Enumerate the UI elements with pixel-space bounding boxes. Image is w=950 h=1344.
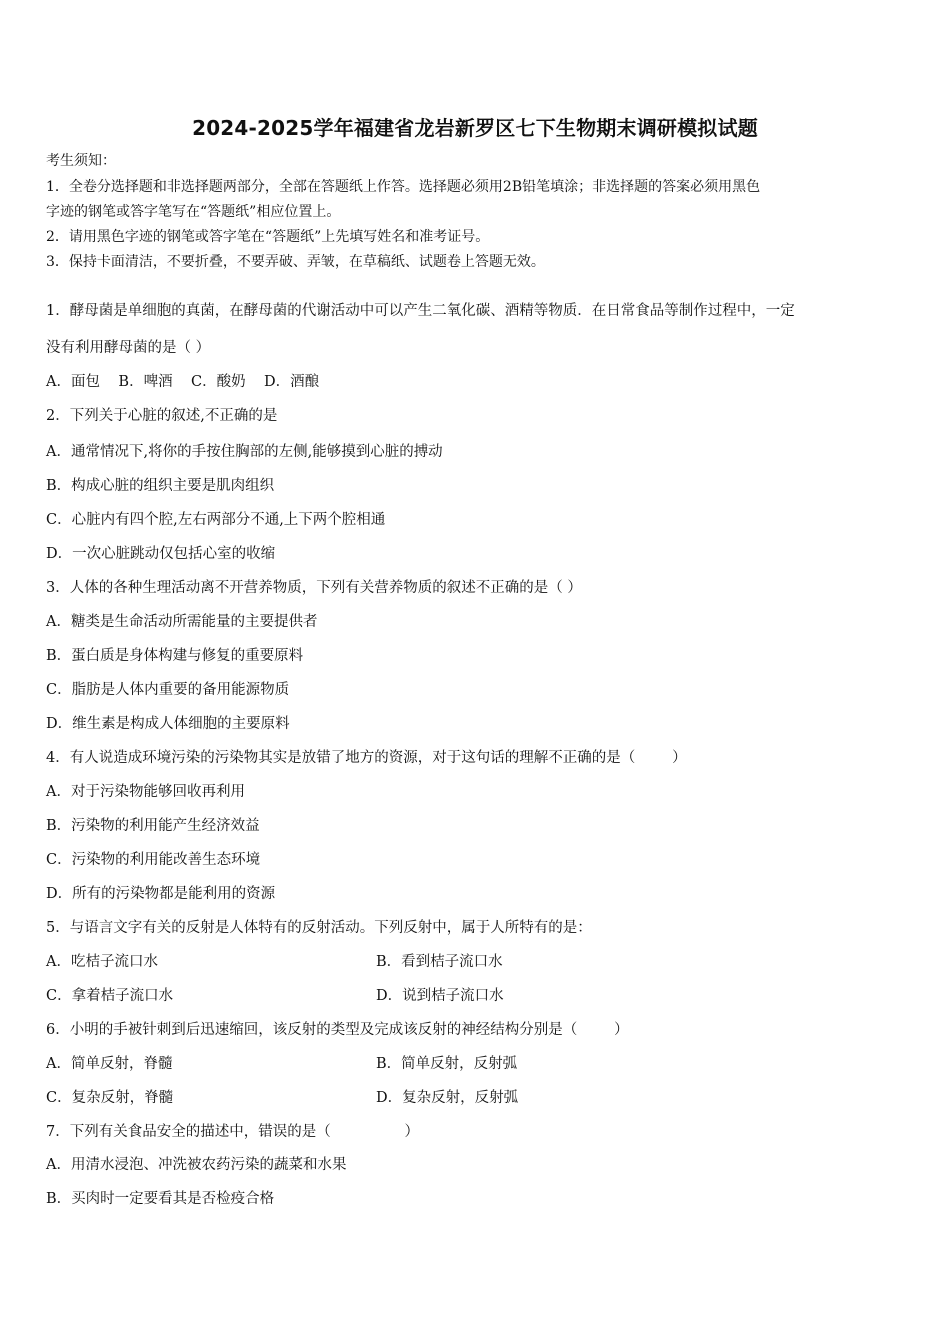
- question-stem: 5．与语言文字有关的反射是人体特有的反射活动。下列反射中，属于人所特有的是：: [46, 920, 592, 936]
- answer-option: C．拿着桔子流口水: [46, 988, 174, 1004]
- page-title: 2024-2025学年福建省龙岩新罗区七下生物期末调研模拟试题: [192, 116, 758, 140]
- answer-option: A．通常情况下,将你的手按住胸部的左侧,能够摸到心脏的搏动: [46, 444, 443, 460]
- answer-option: B．构成心脏的组织主要是肌肉组织: [46, 478, 275, 494]
- answer-option: C．心脏内有四个腔,左右两部分不通,上下两个腔相通: [46, 512, 386, 528]
- notice-line: 2．请用黑色字迹的钢笔或答字笔在“答题纸”上先填写姓名和准考证号。: [46, 229, 490, 245]
- answer-option: A．糖类是生命活动所需能量的主要提供者: [46, 614, 318, 630]
- question-stem: 2．下列关于心脏的叙述,不正确的是: [46, 408, 278, 424]
- answer-option: A．用清水浸泡、冲洗被农药污染的蔬菜和水果: [46, 1157, 347, 1173]
- answer-option: C．污染物的利用能改善生态环境: [46, 852, 261, 868]
- answer-option: D．所有的污染物都是能利用的资源: [46, 886, 276, 902]
- answer-options: A．面包 B．啤酒 C．酸奶 D．酒酿: [46, 374, 320, 390]
- notice-line: 字迹的钢笔或答字笔写在“答题纸”相应位置上。: [46, 204, 341, 220]
- answer-option: A．对于污染物能够回收再利用: [46, 784, 245, 800]
- question-stem: 4．有人说造成环境污染的污染物其实是放错了地方的资源，对于这句话的理解不正确的是（ ）: [46, 750, 687, 766]
- question-stem: 6．小明的手被针刺到后迅速缩回，该反射的类型及完成该反射的神经结构分别是（ ）: [46, 1022, 629, 1038]
- answer-option: D．维生素是构成人体细胞的主要原料: [46, 716, 290, 732]
- notice-line: 1．全卷分选择题和非选择题两部分，全部在答题纸上作答。选择题必须用2B铅笔填涂；非选择题的答案必须用黑色: [46, 179, 761, 195]
- question-stem: 没有利用酵母菌的是（ ）: [46, 340, 211, 356]
- answer-option: D．说到桔子流口水: [376, 988, 504, 1004]
- answer-option: A．简单反射，脊髓: [46, 1056, 173, 1072]
- question-stem: 3．人体的各种生理活动离不开营养物质，下列有关营养物质的叙述不正确的是（ ）: [46, 580, 582, 596]
- answer-option: B．简单反射，反射弧: [376, 1056, 518, 1072]
- answer-option: C．脂肪是人体内重要的备用能源物质: [46, 682, 290, 698]
- question-stem: 7．下列有关食品安全的描述中，错误的是（ ）: [46, 1124, 419, 1140]
- answer-option: C．复杂反射，脊髓: [46, 1090, 174, 1106]
- answer-option: B．看到桔子流口水: [376, 954, 503, 970]
- notice-heading: 考生须知：: [46, 153, 116, 169]
- answer-option: A．吃桔子流口水: [46, 954, 158, 970]
- answer-option: D．复杂反射，反射弧: [376, 1090, 519, 1106]
- answer-option: B．买肉时一定要看其是否检疫合格: [46, 1191, 275, 1207]
- answer-option: B．污染物的利用能产生经济效益: [46, 818, 260, 834]
- answer-option: D．一次心脏跳动仅包括心室的收缩: [46, 546, 276, 562]
- notice-line: 3．保持卡面清洁，不要折叠，不要弄破、弄皱，在草稿纸、试题卷上答题无效。: [46, 254, 545, 270]
- question-stem: 1．酵母菌是单细胞的真菌，在酵母菌的代谢活动中可以产生二氧化碳、酒精等物质．在日常食品等制作过程中，一定: [46, 303, 795, 319]
- answer-option: B．蛋白质是身体构建与修复的重要原料: [46, 648, 304, 664]
